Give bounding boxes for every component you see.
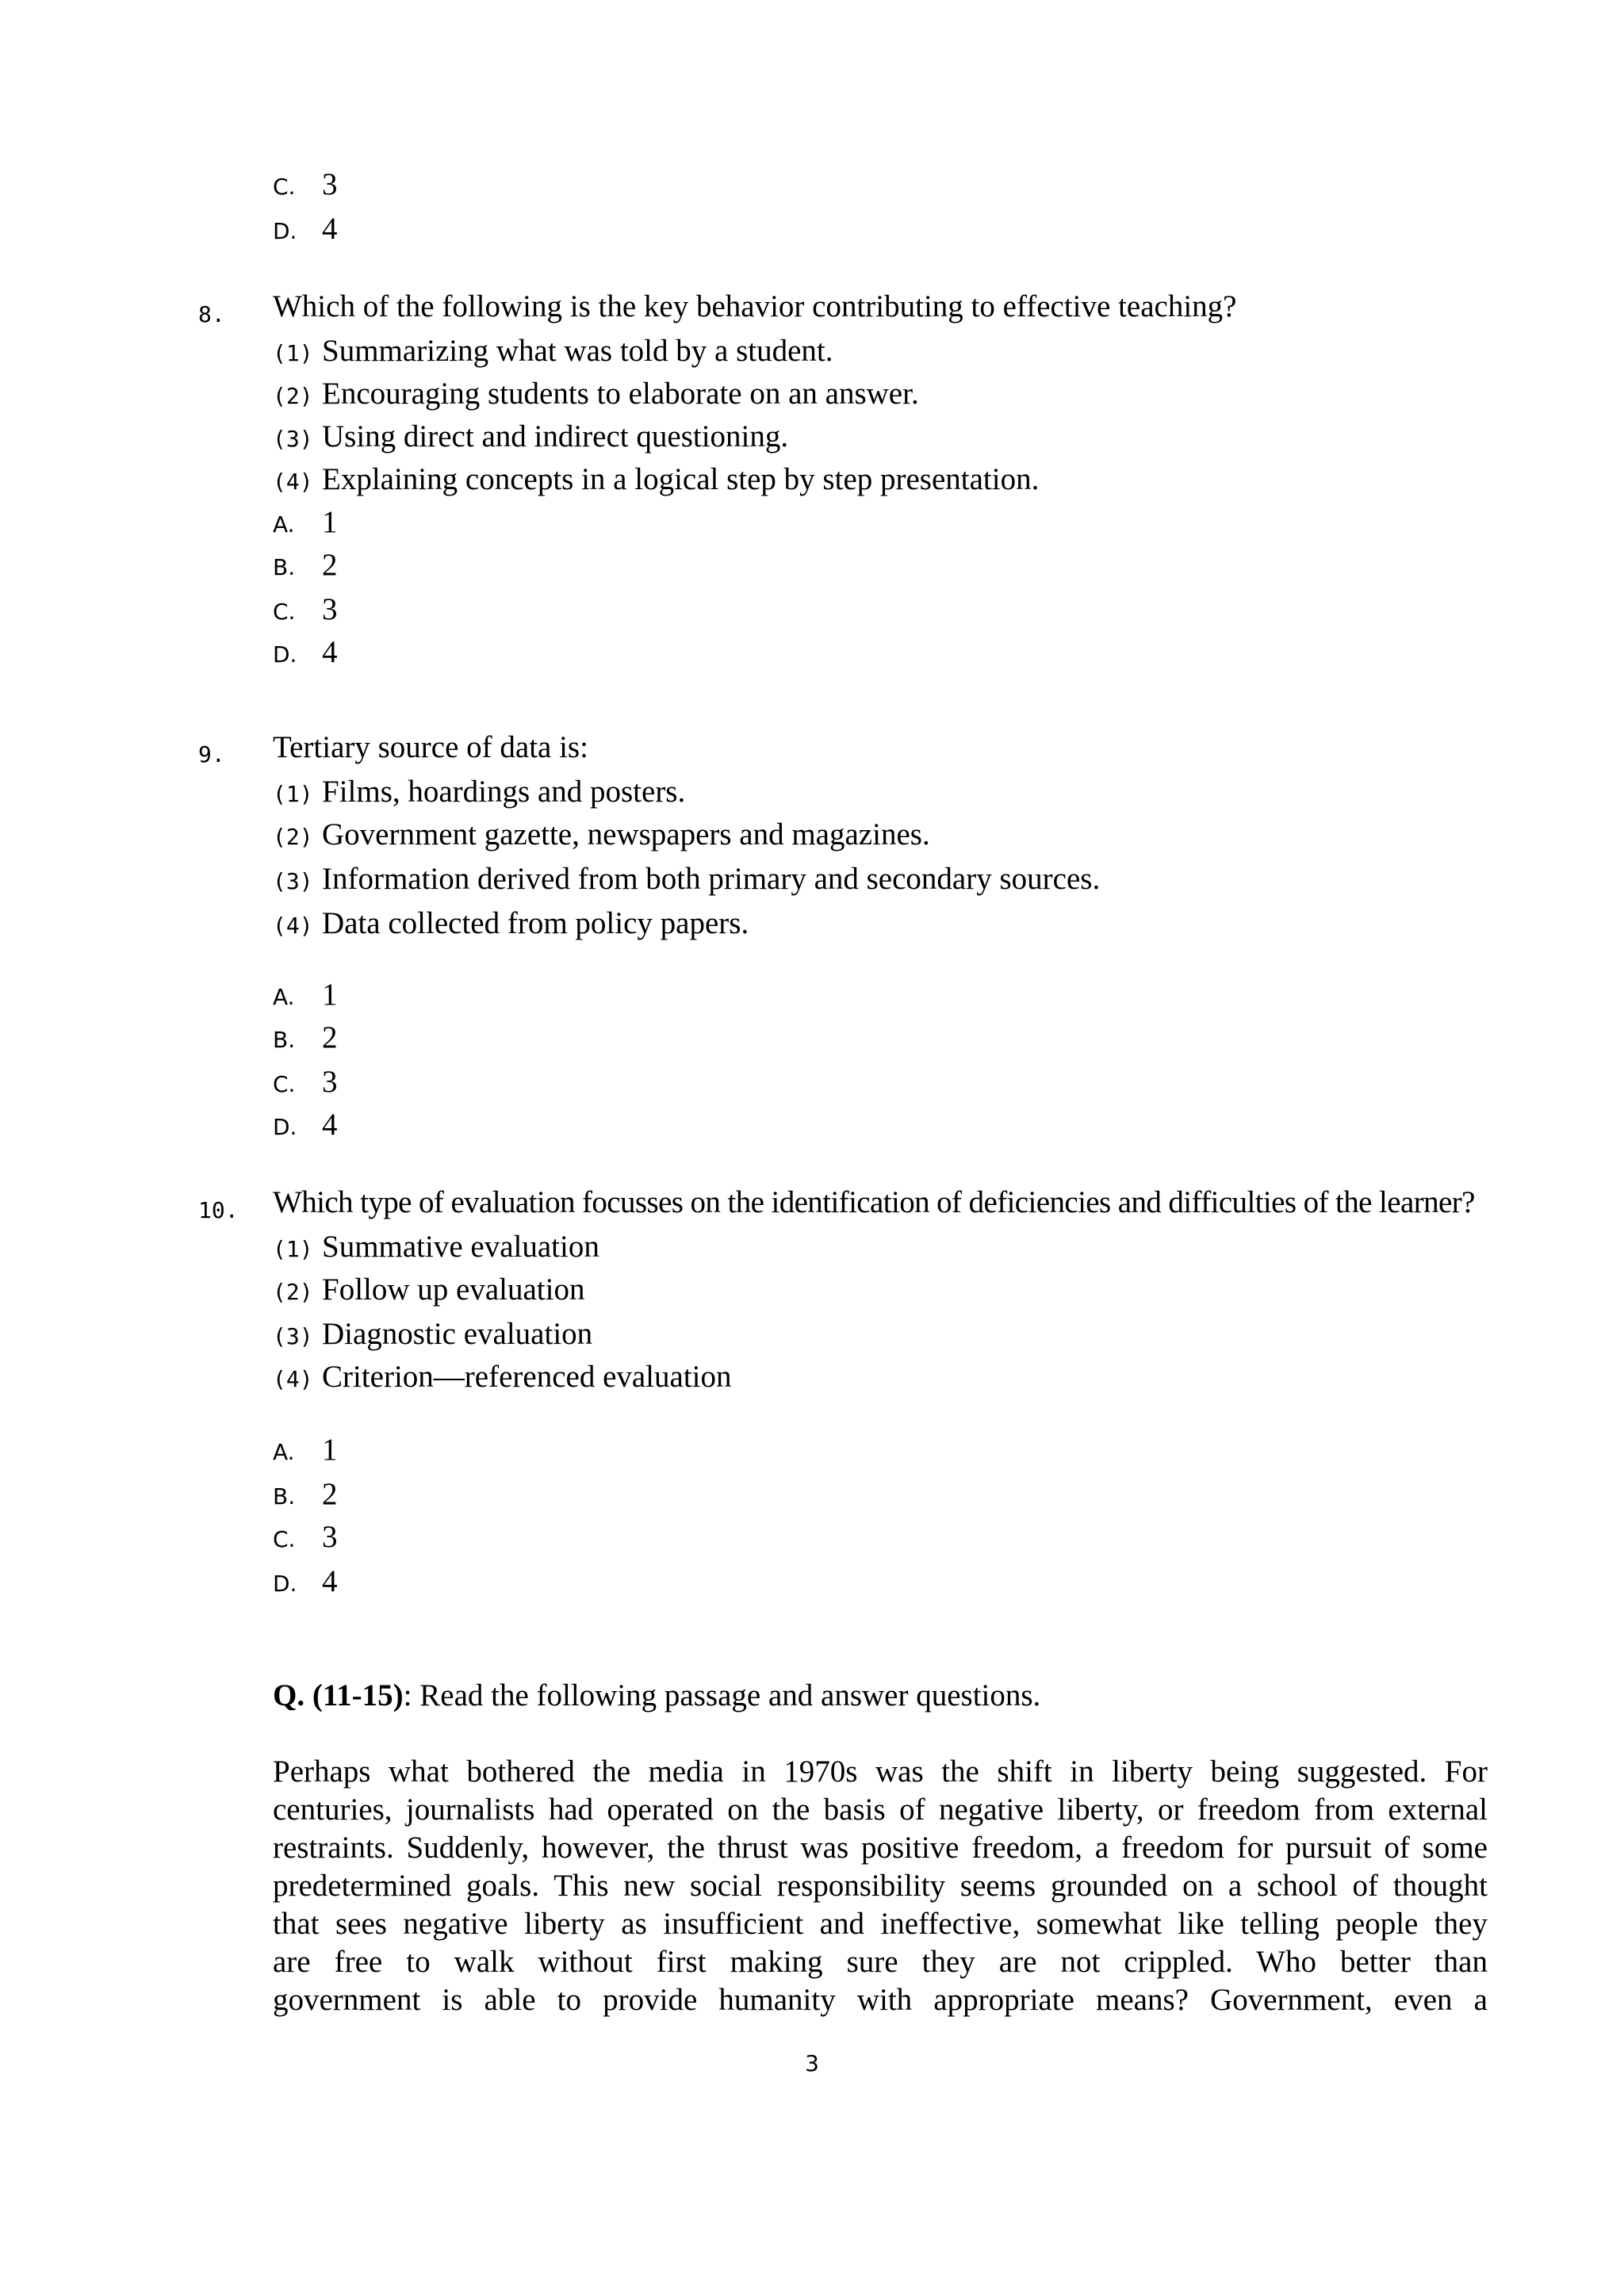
passage-line: that sees negative liberty as insufficient and ineffective, somewhat like telling people they (273, 1907, 1488, 1941)
choice-text: Diagnostic evaluation (322, 1317, 593, 1351)
choice-number: (2) (273, 383, 313, 409)
choice-text: Criterion—referenced evaluation (322, 1360, 732, 1394)
choice-text: Films, hoardings and posters. (322, 775, 686, 809)
option-letter: D. (273, 641, 297, 668)
option-value: 2 (322, 548, 338, 582)
question-9-choice-3 (273, 861, 1100, 897)
choice-text: Summative evaluation (322, 1230, 599, 1264)
question-10-choice-3 (273, 1316, 592, 1352)
question-10-option-d[interactable] (273, 1563, 338, 1608)
option-letter: B. (273, 1027, 296, 1053)
option-letter: D. (273, 1114, 297, 1140)
question-9-choice-1 (273, 774, 685, 809)
question-9-choice-2 (273, 817, 930, 852)
choice-text: Data collected from policy papers. (322, 906, 749, 940)
option-letter: D. (273, 1571, 297, 1597)
option-letter: C. (273, 1071, 296, 1097)
passage-instruction: : Read the following passage and answer questions. (403, 1678, 1041, 1712)
passage-label: Q. (11-15) (273, 1678, 404, 1712)
choice-number: (3) (273, 868, 313, 894)
option-letter: B. (273, 1483, 296, 1510)
choice-number: (3) (273, 426, 313, 452)
passage-line: Perhaps what bothered the media in 1970s was the shift in liberty being suggested. For (273, 1755, 1488, 1789)
passage-line: predetermined goals. This new social responsibility seems grounded on a school of thought (273, 1869, 1488, 1903)
option-value: 4 (322, 212, 338, 246)
question-8-number: 8. (198, 301, 225, 327)
passage-line: are free to walk without first making sure they are not crippled. Who better than (273, 1945, 1488, 1979)
question-10-option-c[interactable] (273, 1519, 338, 1563)
option-value: 4 (322, 1108, 338, 1142)
choice-number: (4) (273, 469, 313, 495)
option-value: 1 (322, 505, 338, 539)
question-8-option-d[interactable] (273, 634, 338, 679)
option-value: 3 (322, 167, 338, 201)
question-8-option-a[interactable] (273, 504, 338, 549)
choice-number: (1) (273, 781, 313, 807)
option-letter: A. (273, 511, 295, 538)
page-number: 3 (805, 2050, 819, 2076)
option-value: 3 (322, 1065, 338, 1099)
choice-text: Follow up evaluation (322, 1272, 585, 1307)
option-letter: C. (273, 1526, 296, 1552)
option-value: 3 (322, 592, 338, 626)
question-8-option-c[interactable] (273, 591, 338, 636)
question-8-option-b[interactable] (273, 547, 338, 591)
option-value: 4 (322, 1564, 338, 1598)
question-9-option-a[interactable] (273, 977, 338, 1021)
option-letter: C. (273, 599, 296, 625)
question-10-choice-4 (273, 1359, 732, 1395)
choice-number: (4) (273, 913, 313, 939)
question-8-text: Which of the following is the key behavior contributing to effective teaching? (273, 289, 1237, 323)
option-letter: C. (273, 174, 296, 200)
option-value: 3 (322, 1520, 338, 1554)
question-8-choice-4 (273, 461, 1039, 497)
choice-text: Information derived from both primary and secondary sources. (322, 862, 1101, 896)
choice-number: (4) (273, 1366, 313, 1392)
choice-number: (2) (273, 824, 313, 850)
question-10-text: Which type of evaluation focusses on the identification of deficiencies and difficulties of the learner? (273, 1185, 1475, 1219)
option-letter: A. (273, 984, 295, 1010)
question-9-choice-4 (273, 905, 749, 941)
option-letter: D. (273, 218, 297, 244)
choice-number: (1) (273, 1236, 313, 1262)
choice-number: (3) (273, 1323, 313, 1349)
question-10-choice-1 (273, 1229, 599, 1265)
question-10-choice-2 (273, 1272, 584, 1307)
question-9-option-b[interactable] (273, 1020, 338, 1064)
question-9-option-d[interactable] (273, 1107, 338, 1151)
question-10-option-b[interactable] (273, 1476, 338, 1521)
q7-option-c[interactable] (273, 166, 338, 211)
option-value: 1 (322, 1433, 338, 1467)
choice-text: Explaining concepts in a logical step by step presentation. (322, 462, 1040, 496)
option-letter: B. (273, 554, 296, 580)
choice-text: Encouraging students to elaborate on an answer. (322, 377, 919, 411)
choice-number: (1) (273, 340, 313, 366)
option-value: 4 (322, 635, 338, 669)
choice-text: Summarizing what was told by a student. (322, 334, 833, 368)
choice-number: (2) (273, 1279, 313, 1305)
question-9-option-c[interactable] (273, 1064, 338, 1108)
option-value: 2 (322, 1477, 338, 1511)
choice-text: Government gazette, newspapers and magazines. (322, 817, 930, 851)
q7-option-d[interactable] (273, 211, 338, 255)
question-9-text: Tertiary source of data is: (273, 730, 588, 764)
question-9-number: 9. (198, 741, 225, 767)
question-10-option-a[interactable] (273, 1432, 338, 1476)
option-letter: A. (273, 1439, 295, 1465)
option-value: 2 (322, 1020, 338, 1054)
question-8-choice-2 (273, 376, 919, 411)
question-10-number: 10. (198, 1197, 239, 1223)
passage-line: restraints. Suddenly, however, the thrust was positive freedom, a freedom for pursuit of some (273, 1831, 1488, 1865)
question-8-choice-1 (273, 333, 833, 369)
passage-line: government is able to provide humanity with appropriate means? Government, even a (273, 1983, 1488, 2017)
passage-line: centuries, journalists had operated on the basis of negative liberty, or freedom from external (273, 1793, 1488, 1827)
passage-heading (273, 1678, 1040, 1713)
choice-text: Using direct and indirect questioning. (322, 419, 789, 453)
option-value: 1 (322, 978, 338, 1012)
question-8-choice-3 (273, 419, 788, 454)
